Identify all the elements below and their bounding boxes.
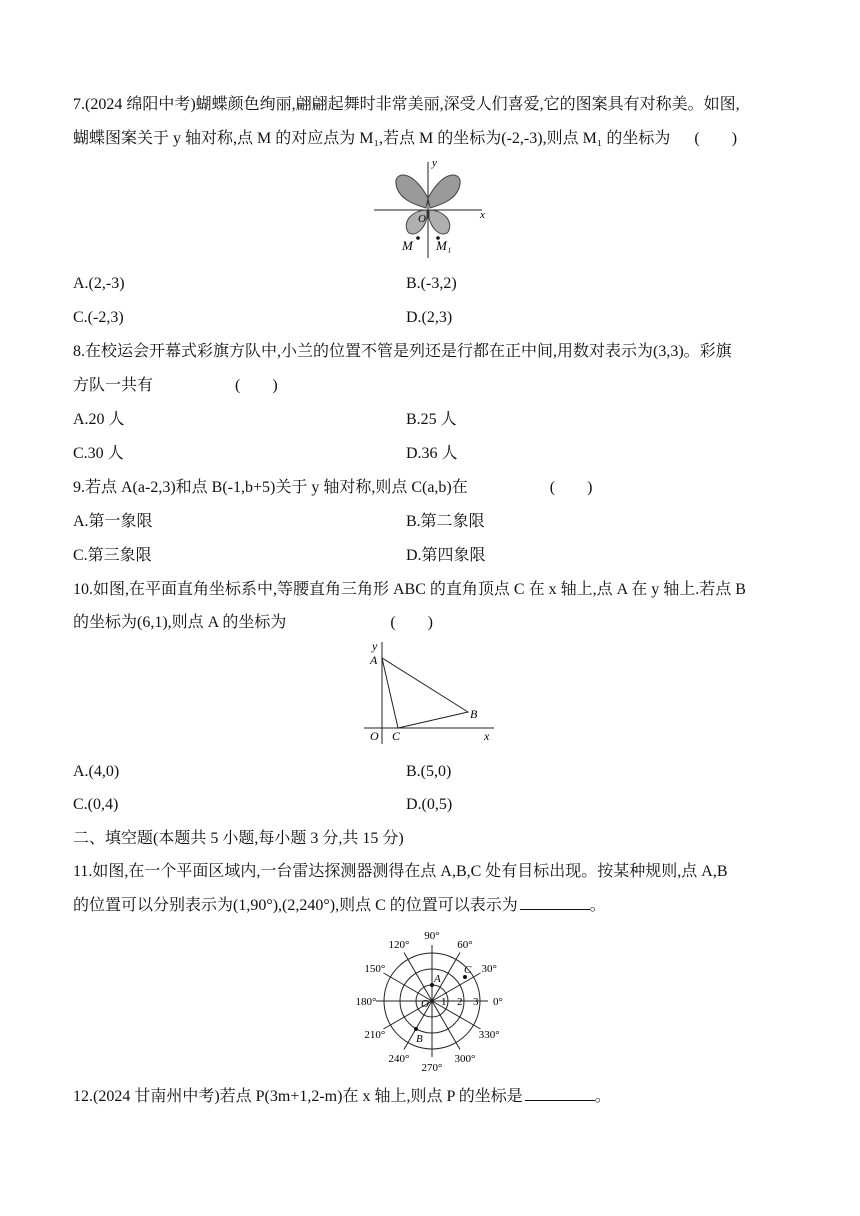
right-upper-wing — [428, 175, 460, 208]
q7-stem-line2 — [73, 129, 737, 149]
q10-stem-text: 的坐标为(6,1),则点 A 的坐标为 — [73, 614, 287, 631]
fig7-origin-label: O — [418, 213, 426, 225]
section-2-heading: 二、填空题(本题共 5 小题,每小题 3 分,共 15 分) — [73, 830, 404, 847]
q12-stem-end: 。 — [594, 1088, 611, 1105]
butterfly-figure — [372, 158, 492, 258]
q12-stem-line1 — [73, 1086, 611, 1107]
triangle-abc — [382, 658, 468, 728]
q7-option-b: B.(-3,2) — [406, 275, 457, 292]
radar-angle-label-330: 330° — [478, 1029, 500, 1041]
q11-stem-line2 — [73, 895, 606, 916]
q8-option-d: D.36 人 — [406, 445, 458, 462]
q10-answer-bracket: ( ) — [390, 614, 434, 631]
q9-option-c: C.第三象限 — [73, 547, 152, 564]
radar-angle-label-210: 210° — [364, 1029, 386, 1041]
q7-stem-line1: 7.(2024 绵阳中考)蝴蝶颜色绚丽,翩翩起舞时非常美丽,深受人们喜爱,它的图案具有对称美。如图, — [73, 96, 740, 113]
radar-angle-label-120: 120° — [388, 938, 410, 951]
fig7-m1-label: M₁ — [436, 238, 452, 253]
ring-label-2: 2 — [457, 996, 463, 1008]
fig10-origin-label: O — [370, 729, 379, 743]
radar-angle-label-60: 60° — [457, 938, 473, 951]
q8-answer-bracket: ( ) — [235, 377, 278, 394]
q8-stem-text: 方队一共有 — [73, 377, 154, 394]
q9-stem-line1 — [73, 478, 592, 498]
q10-option-a: A.(4,0) — [73, 763, 120, 780]
q9-option-b: B.第二象限 — [406, 513, 485, 530]
radar-c-label: C — [464, 964, 472, 976]
q8-stem-line2 — [73, 376, 278, 396]
radar-angle-label-240: 240° — [388, 1053, 410, 1066]
q7-option-d: D.(2,3) — [406, 309, 453, 326]
q11-stem-text: 的位置可以分别表示为(1,90°),(2,240°),则点 C 的位置可以表示为 — [73, 897, 518, 914]
q8-option-a: A.20 人 — [73, 411, 125, 428]
q7-answer-bracket: ( ) — [694, 130, 738, 147]
q7-stem-text: 蝴蝶图案关于 y 轴对称,点 M 的对应点为 M₁,若点 M 的坐标为(-2,-3),则点 M₁ 的坐标为 — [73, 130, 671, 147]
fig7-x-label: x — [480, 209, 485, 221]
right-lower-wing — [429, 210, 450, 234]
q12-answer-blank[interactable] — [525, 1086, 595, 1101]
q8-stem-line1: 8.在校运会开幕式彩旗方队中,小兰的位置不管是列还是行都在正中间,用数对表示为(3,3)。彩旗 — [73, 343, 732, 360]
q9-answer-bracket: ( ) — [549, 479, 593, 496]
q10-stem-line1: 10.如图,在平面直角坐标系中,等腰直角三角形 ABC 的直角顶点 C 在 x 轴上,点 A 在 y 轴上.若点 B — [73, 581, 746, 598]
ring-label-3: 3 — [473, 996, 479, 1008]
q9-option-a: A.第一象限 — [73, 513, 153, 530]
q7-option-a: A.(2,-3) — [73, 275, 125, 292]
fig10-c-label: C — [392, 729, 401, 743]
radar-angle-label-150: 150° — [364, 963, 386, 975]
q9-option-d: D.第四象限 — [406, 547, 486, 564]
left-upper-wing — [396, 175, 428, 208]
radar-angle-label-270: 270° — [421, 1062, 443, 1072]
q10-stem-line2 — [73, 613, 433, 633]
q11-stem-line1: 11.如图,在一个平面区域内,一台雷达探测器测得在点 A,B,C 处有目标出现。按某种规则,点 A,B — [73, 863, 728, 880]
triangle-figure — [364, 640, 504, 748]
radar-figure — [340, 926, 520, 1072]
radar-b-label: B — [416, 1033, 423, 1045]
q8-option-c: C.30 人 — [73, 445, 124, 462]
q10-option-b: B.(5,0) — [406, 763, 452, 780]
radar-angle-label-0: 0° — [493, 996, 503, 1008]
radar-rays — [376, 945, 488, 1057]
radar-angle-label-90: 90° — [424, 930, 440, 942]
radar-angle-label-300: 300° — [454, 1053, 476, 1066]
fig10-y-label: y — [372, 640, 378, 653]
q10-option-d: D.(0,5) — [406, 796, 453, 813]
radar-angle-label-180: 180° — [355, 996, 377, 1008]
point-m — [416, 236, 420, 240]
q7-option-c: C.(-2,3) — [73, 309, 124, 326]
q10-option-c: C.(0,4) — [73, 796, 119, 813]
point-b — [414, 1027, 418, 1031]
fig10-x-label: x — [484, 729, 490, 743]
q11-stem-end: 。 — [589, 897, 606, 914]
radar-origin-label: O — [421, 998, 429, 1010]
fig10-b-label: B — [470, 707, 478, 721]
fig7-m-label: M — [402, 238, 413, 253]
radar-a-label: A — [434, 973, 441, 985]
q11-answer-blank[interactable] — [520, 895, 590, 910]
fig10-a-label: A — [370, 653, 378, 667]
q9-stem-text: 9.若点 A(a-2,3)和点 B(-1,b+5)关于 y 轴对称,则点 C(a,b)在 — [73, 479, 468, 496]
ring-label-1: 1 — [441, 996, 447, 1008]
radar-angle-label-30: 30° — [481, 963, 497, 975]
q12-stem-text: 12.(2024 甘南州中考)若点 P(3m+1,2-m)在 x 轴上,则点 P 的坐标是 — [73, 1088, 523, 1105]
fig7-y-label: y — [432, 158, 437, 169]
q8-option-b: B.25 人 — [406, 411, 457, 428]
